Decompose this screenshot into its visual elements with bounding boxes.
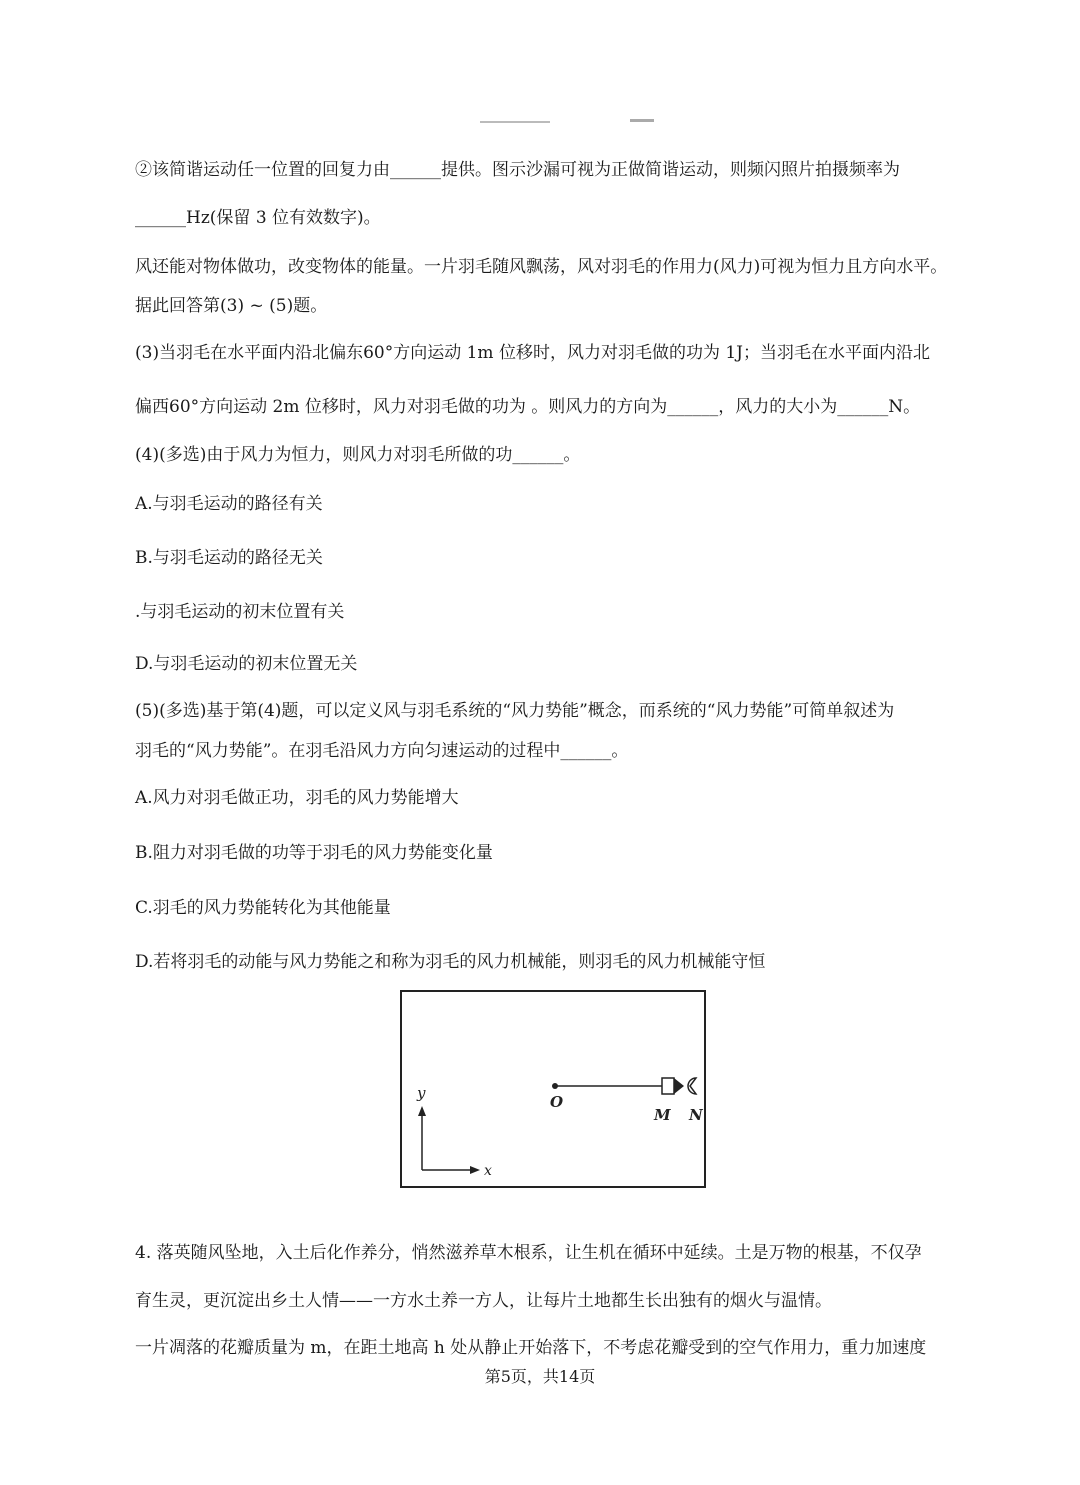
option-4b: B.与羽毛运动的路径无关 (135, 548, 323, 568)
text-line-4: 据此回答第(3) ~ (5)题。 (135, 296, 328, 316)
option-4a: A.与羽毛运动的路径有关 (135, 494, 323, 514)
option-5a: A.风力对羽毛做正功，羽毛的风力势能增大 (135, 788, 459, 808)
text-line-5: (3)当羽毛在水平面内沿北偏东60°方向运动 1m 位移时，风力对羽毛做的功为 1J；当羽毛在水平面内沿北 (135, 343, 930, 363)
text-line-2: ______Hz(保留 3 位有效数字)。 (135, 208, 381, 228)
text-line-6: 偏西60°方向运动 2m 位移时，风力对羽毛做的功为 。则风力的方向为______，风力的大小为______N。 (135, 397, 921, 417)
text-line-12: (5)(多选)基于第(4)题，可以定义风与羽毛系统的“风力势能”概念，而系统的“风力势能”可简单叙述为 (135, 701, 895, 721)
point-m-label: M (654, 1106, 671, 1124)
hourglass-funnel (674, 1078, 684, 1094)
text-line-7: (4)(多选)由于风力为恒力，则风力对羽毛所做的功______。 (135, 445, 581, 465)
text-line-3: 风还能对物体做功，改变物体的能量。一片羽毛随风飘荡，风对羽毛的作用力(风力)可视为恒力且方向水平。 (135, 257, 948, 277)
point-o-label: O (550, 1093, 564, 1111)
y-axis-label: y (417, 1084, 426, 1102)
hourglass-body (662, 1078, 674, 1094)
option-4d: D.与羽毛运动的初末位置无关 (135, 654, 358, 674)
option-4c: .与羽毛运动的初末位置有关 (135, 602, 345, 622)
figure-border (401, 991, 705, 1187)
y-axis-arrow (418, 1106, 426, 1116)
option-5c: C.羽毛的风力势能转化为其他能量 (135, 898, 391, 918)
text-line-1: ②该简谐运动任一位置的回复力由______提供。图示沙漏可视为正做简谐运动，则频闪照片拍摄频率为 (135, 160, 900, 180)
option-5d: D.若将羽毛的动能与风力势能之和称为羽毛的风力机械能，则羽毛的风力机械能守恒 (135, 952, 766, 972)
option-5b: B.阻力对羽毛做的功等于羽毛的风力势能变化量 (135, 843, 493, 863)
question-4-line-2: 育生灵，更沉淀出乡土人情——一方水土养一方人，让每片土地都生长出独有的烟火与温情。 (135, 1291, 832, 1311)
header-scan-mark (480, 112, 655, 126)
page-footer: 第5页，共14页 (484, 1367, 596, 1386)
point-n-label: N (689, 1106, 703, 1124)
x-axis-arrow (470, 1166, 480, 1174)
text-line-13: 羽毛的“风力势能”。在羽毛沿风力方向匀速运动的过程中______。 (135, 741, 629, 761)
hourglass-figure (400, 990, 706, 1188)
question-4-line-1: 4. 落英随风坠地，入土后化作养分，悄然滋养草木根系，让生机在循环中延续。土是万物的根基，不仅孕 (135, 1243, 922, 1263)
x-axis-label: x (484, 1163, 492, 1179)
hourglass-bulb (688, 1078, 696, 1094)
question-4-line-3: 一片凋落的花瓣质量为 m，在距土地高 h 处从静止开始落下，不考虑花瓣受到的空气作用力，重力加速度 (135, 1338, 927, 1358)
